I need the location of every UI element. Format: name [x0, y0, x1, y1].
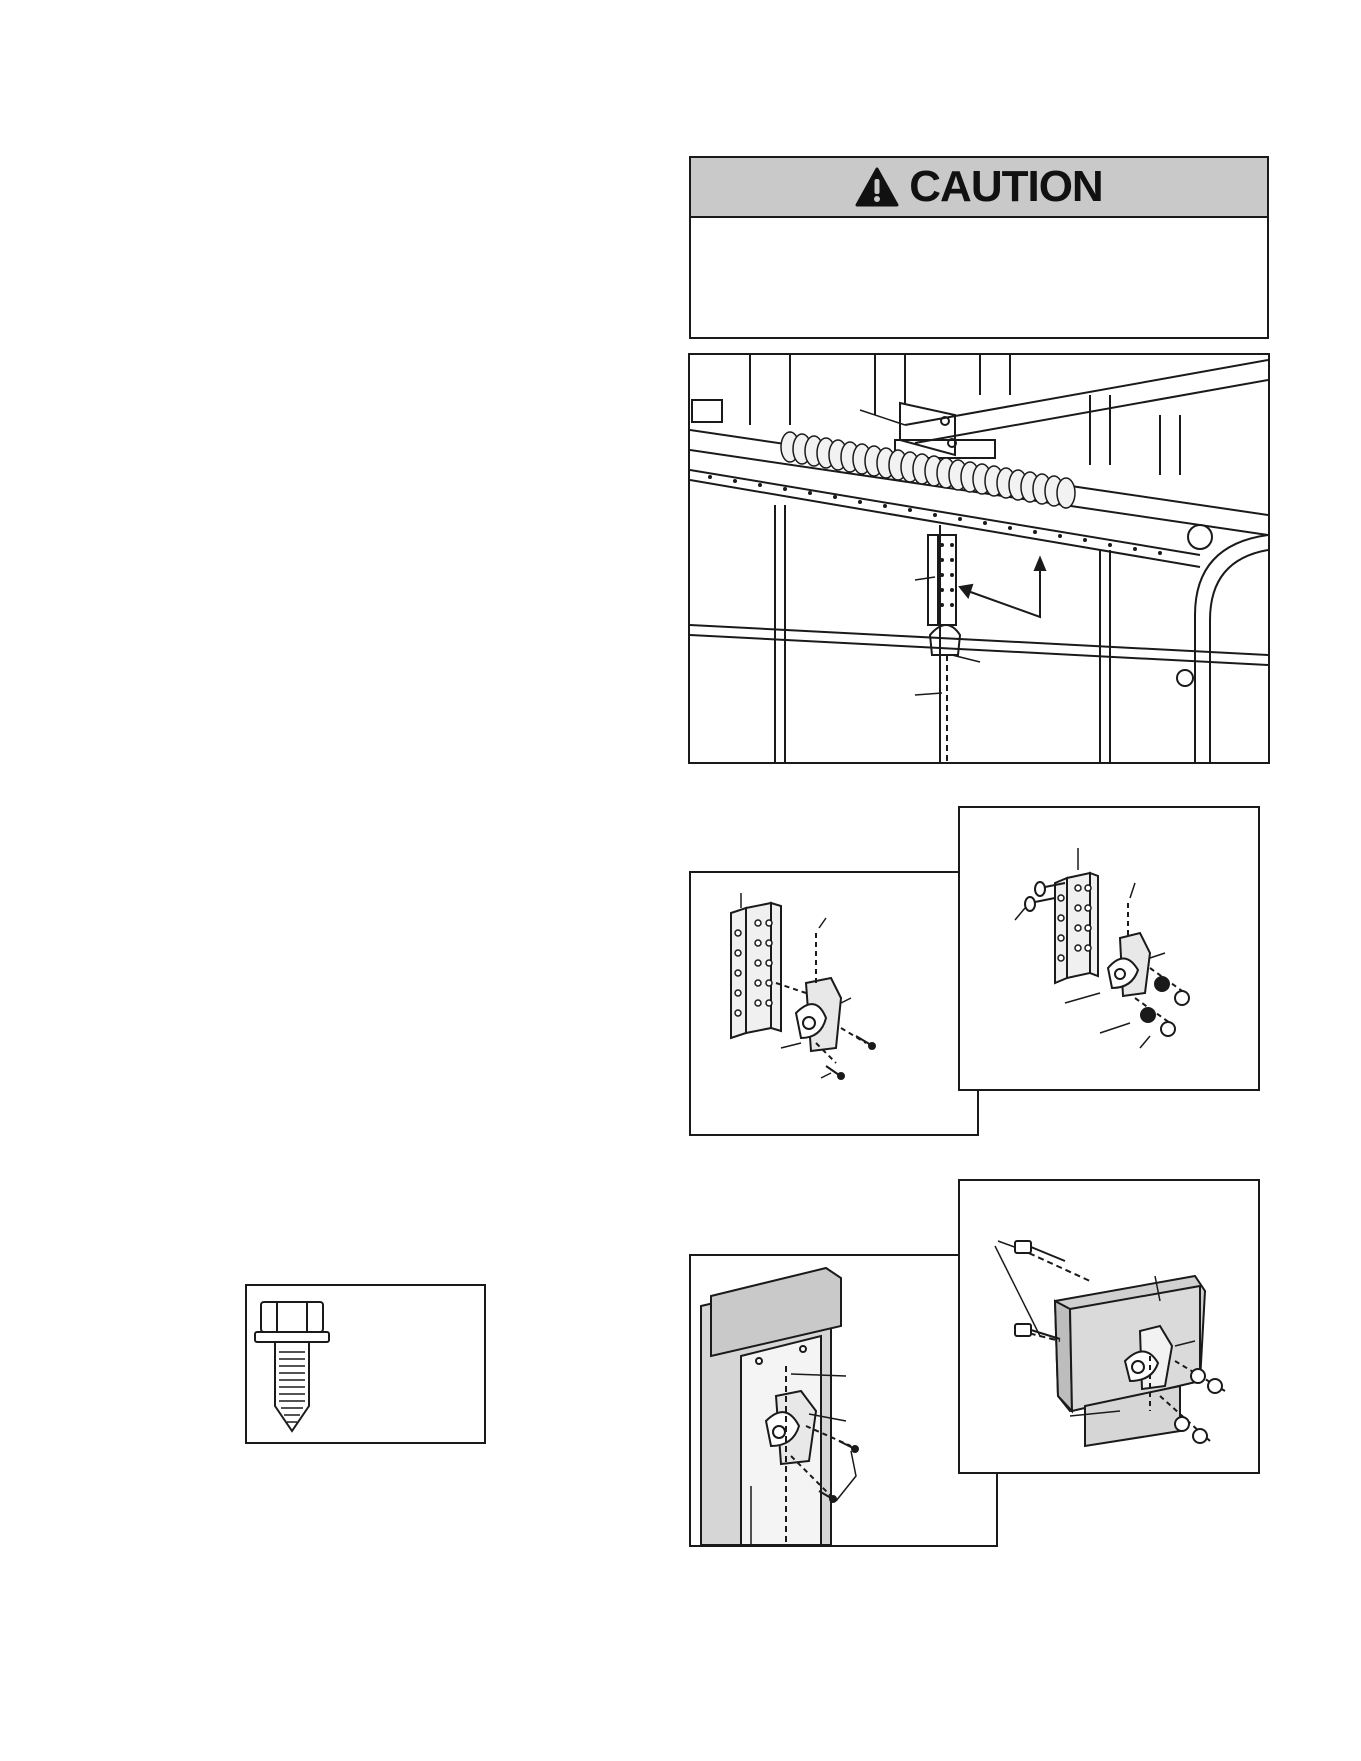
- hex-head-screw-illustration: [247, 1286, 484, 1442]
- bracket-on-steel-strap-illustration: [691, 873, 977, 1134]
- bracket-on-wood-door-illustration: [691, 1256, 996, 1545]
- caution-body: [691, 218, 1267, 339]
- door-overview-figure: [688, 353, 1270, 764]
- bracket-with-bolts-illustration: [960, 808, 1258, 1089]
- bracket-on-wood-block-illustration: [960, 1181, 1258, 1472]
- bracket-wood-a-figure: [689, 1254, 998, 1547]
- bracket-steel-b-figure: [958, 806, 1260, 1091]
- bracket-steel-a-figure: [689, 871, 979, 1136]
- caution-header: [691, 158, 1267, 218]
- bracket-wood-b-figure: [958, 1179, 1260, 1474]
- warning-triangle-icon: [855, 167, 899, 207]
- screw-figure: [245, 1284, 486, 1444]
- caution-box: [689, 156, 1269, 339]
- caution-title: CAUTION: [909, 162, 1103, 211]
- garage-door-header-bracket-illustration: [690, 355, 1268, 762]
